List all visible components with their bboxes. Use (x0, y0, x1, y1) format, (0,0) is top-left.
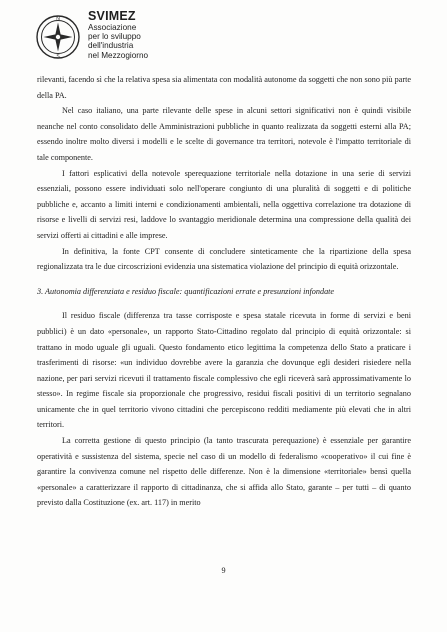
section-heading: 3. Autonomia differenziata e residuo fiscale: quantificazioni errate e presunzioni infondate (37, 286, 335, 296)
organization-name: SVIMEZ (88, 9, 136, 23)
svg-text:S: S (56, 54, 60, 60)
paragraph: I fattori esplicativi della notevole sperequazione territoriale nella dotazione in una serie di servizi essenziali, possono essere individuati solo nell'operare congiunto di una pluralità di soggetti e di politiche pubbliche e, accanto a limiti interni e condizionamenti ambientali, nella oggettiva correlazione tra dotazione di risorse e livelli di servizi resi, laddove lo svantaggio meridionale determina una compressione della qualità dei servizi offerti ai cittadini e alle imprese. (37, 168, 411, 240)
section-spacer (37, 299, 411, 308)
organization-block (88, 10, 148, 60)
svg-text:N: N (56, 16, 60, 23)
paragraph: Il residuo fiscale (differenza tra tasse corrisposte e spesa statale ricevuta in forme di servizi e beni pubblici) è un dato «personale», un rapporto Stato-Cittadino regolato dal principio di equità orizzontale: si trattano in modo uguale gli uguali. Questo fondamento etico legittima la competenza dello Stato a praticare i trasferimenti di risorse: «un individuo dovrebbe avere la garanzia che dovunque egli desideri risiedere nella nazione, per pari servizi ricevuti il trattamento fiscale complessivo che egli riceverà sarà approssimativamente lo stesso». In regime fiscale sia proporzionale che progressivo, residui fiscali positivi di un territorio segnalano unicamente che in quel territorio vivono cittadini che percepiscono redditi mediamente più elevati che in altri territori. (37, 311, 411, 430)
document-body (37, 72, 411, 511)
paragraph: In definitiva, la fonte CPT consente di concludere sinteticamente che la ripartizione della spesa regionalizzata tra le due circoscrizioni evidenzia una sistematica violazione del principio di equità orizzontale. (37, 246, 411, 272)
organization-line: nel Mezzogiorno (88, 50, 149, 60)
paragraph: Nel caso italiano, una parte rilevante delle spese in alcuni settori significativi non è quindi visibile neanche nel conto consolidato delle Amministrazioni pubbliche in quanto realizzata da soggetti esterni alla PA; essendo inoltre molto diversi i modelli e le scelte di governance tra territori, notevole è l'impatto territoriale di tale componente. (37, 106, 411, 162)
organization-line: Associazione (88, 23, 137, 32)
svimez-logo-icon (36, 12, 80, 62)
letterhead (36, 10, 236, 66)
paragraph: rilevanti, facendo sì che la relativa spesa sia alimentata con modalità autonome da soggetti che non sono più parte della PA. (37, 75, 411, 100)
paragraph: La corretta gestione di questo principio (la tanto trascurata perequazione) è essenziale per garantire operatività e sussistenza del sistema, specie nel caso di un modello di federalismo «cooperativo» il cui fine è garantire la convivenza comune nel rispetto delle differenze. Non è la dimensione «territoriale» bensì quella «personale» a caratterizzare il rapporto di cittadinanza, che si affida allo Stato, garante – per tutti – di quanto previsto dalla Costituzione (ex. art. 117) in merito (37, 436, 411, 508)
section-spacer (37, 275, 411, 284)
organization-line: per lo sviluppo (88, 32, 141, 42)
page-number: 9 (221, 566, 226, 575)
organization-line: dell'industria (88, 41, 134, 51)
